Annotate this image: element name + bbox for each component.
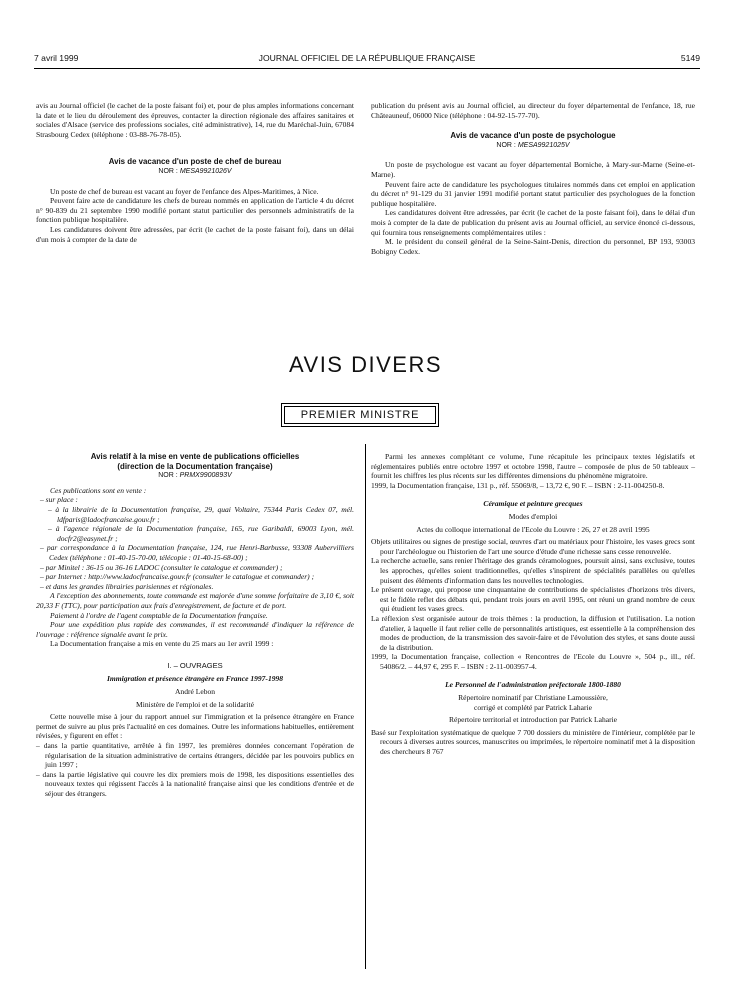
paragraph: M. le président du conseil général de la Seine-Saint-Denis, direction du personnel, BP 193, 93003 Bobigny Cedex. <box>371 237 695 256</box>
book-description: Cette nouvelle mise à jour du rapport annuel sur l'immigration et la présence étrangère en France permet de suivre au plus près l'actualité en ces domaines. Outre les informations habituelles, entièrement révisées, y figurent en effet : <box>36 712 354 741</box>
list-item: – par correspondance à la Documentation française, 124, rue Henri-Barbusse, 93308 Aubervilliers Cedex (téléphone : 01-40-15-70-00, télécopie : 01-40-15-68-00) ; <box>40 543 354 562</box>
notice-title: Avis relatif à la mise en vente de publications officielles <box>90 452 300 461</box>
paragraph: La réflexion s'est organisée autour de trois thèmes : la production, la diffusion et l'utilisation. La notion d'atelier, à laquelle il faut relier celle de personnalités artistiques, est essentielle à la compréhension des modes de production, de la transmission des savoir-faire et de l'évolution des styles, et sans doute aussi de la distribution. <box>371 613 695 652</box>
section-title: AVIS DIVERS <box>288 352 443 377</box>
notice-title: Avis de vacance d'un poste de chef de bureau <box>108 157 282 167</box>
book-author: André Lebon <box>174 687 216 697</box>
book-author: corrigé et complété par Patrick Laharie <box>474 702 592 712</box>
list-item: – par Internet : http://www.ladocfrancaise.gouv.fr (consulter le catalogue et commander) ; <box>40 572 315 582</box>
nor-label: NOR : <box>158 167 178 175</box>
header-page-number: 5149 <box>680 53 700 63</box>
continuation-text: avis au Journal officiel (le cachet de la poste faisant foi) et, pour de plus amples informations concernant la date et le lieu du déroulement des épreuves, contacter la direction régionale des affaires sanitaires et sociales d'Alsace (service des professions sociales, cité administrative), 14, rue du Maréchal-Juin, 67084 Strasbourg Cedex (téléphone : 03-88-76-78-05). <box>36 101 354 139</box>
paragraph: A l'exception des abonnements, toute commande est majorée d'une somme forfaitaire de 3,10 €, soit 20,33 F (TTC), pour participation aux frais d'enregistrement, de facture et de port. <box>36 591 354 610</box>
nor-reference <box>36 471 354 481</box>
nor-code: MESA9921025V <box>517 141 570 149</box>
book-author: Répertoire nominatif par Christiane Lamoussière, <box>458 693 608 703</box>
paragraph: Le présent ouvrage, qui propose une cinquantaine de contributions de spécialistes d'horizons très divers, est le fidèle reflet des débats qui, pendant trois jours en avril 1995, ont réuni un grand nombre de ceux qui étudient les vases grecs. <box>371 585 695 614</box>
book-author: Répertoire territorial et introduction par Patrick Laharie <box>448 715 618 725</box>
book-actes: Actes du colloque international de l'Ecole du Louvre : 26, 27 et 28 avril 1995 <box>416 524 650 534</box>
paragraph: Peuvent faire acte de candidature les chefs de bureau nommés en application de l'article 4 du décret n° 90-839 du 21 septembre 1990 modifié portant statut particulier des personnels administratifs de la fonction publique hospitalière. <box>36 196 354 225</box>
nor-reference <box>36 167 354 177</box>
notice-subtitle: (direction de la Documentation française) <box>117 461 273 471</box>
list-item: – à la librairie de la Documentation française, 29, quai Voltaire, 75344 Paris Cedex 07, mél. ldfparis@ladocfrancaise.gouv.fr ; <box>48 504 354 524</box>
ministry-label: PREMIER MINISTRE <box>284 406 436 424</box>
book-reference: 1999, la Documentation française, collection « Rencontres de l'Ecole du Louvre », 504 p., ill., réf. 54086/2. – 44,97 €, 295 F. – ISBN : 2-11-003957-4. <box>371 652 695 671</box>
nor-label: NOR : <box>158 472 178 480</box>
book-reference: 1999, la Documentation française, 131 p., réf. 55069/8, – 13,72 €, 90 F. – ISBN : 2-11-004250-8. <box>371 480 665 490</box>
list-item: – à l'agence régionale de la Documentation française, 165, rue Garibaldi, 69003 Lyon, mél. docfr2@easynet.fr ; <box>48 524 354 543</box>
bottom-right-column <box>371 452 695 757</box>
paragraph: Les candidatures doivent être adressées, par écrit (le cachet de la poste faisant foi), dans le délai d'un mois à compter de la date de publication du présent avis au Journal officiel, au service énoncé ci-dessous, qui fournira tous renseignements complémentaires utiles : <box>371 208 695 237</box>
top-right-column <box>371 101 695 256</box>
notice-title: Avis de vacance d'un poste de psychologue <box>450 131 616 141</box>
continuation-text: publication du présent avis au Journal officiel, au directeur du foyer départemental de l'enfance, 18, rue Châteauneuf, 06000 Nice (téléphone : 04-92-15-77-70). <box>371 101 695 120</box>
paragraph: Un poste de psychologue est vacant au foyer départemental Borniche, à Mary-sur-Marne (Seine-et-Marne). <box>371 160 695 179</box>
page-header <box>34 53 700 67</box>
bullet-item: – dans la partie législative qui couvre les dix premiers mois de 1998, les dispositions essentielles des nouveaux textes qui régissent l'accès à la nationalité française ainsi que les conditions d'entrée et de séjour des étrangers. <box>36 769 354 798</box>
intro-text: Ces publications sont en vente : <box>50 485 147 495</box>
release-text: La Documentation française a mis en vente du 25 mars au 1er avril 1999 : <box>50 639 274 649</box>
header-rule <box>34 68 700 69</box>
bottom-left-column <box>36 452 354 799</box>
header-date: 7 avril 1999 <box>34 53 79 63</box>
book-description: Basé sur l'exploitation systématique de quelque 7 700 dossiers du ministère de l'intérieur, complétée par le recours à diverses autres sources, manuscrites ou imprimées, le répertoire nominatif met à la disposition des chercheurs 8 767 <box>371 727 695 757</box>
paragraph: Un poste de chef de bureau est vacant au foyer de l'enfance des Alpes-Maritimes, à Nice. <box>50 186 319 196</box>
list-item: – et dans les grandes librairies parisiennes et régionales. <box>40 581 214 591</box>
ministry-box <box>281 403 439 427</box>
book-title: Immigration et présence étrangère en France 1997-1998 <box>106 674 284 684</box>
paragraph: Peuvent faire acte de candidature les psychologues titulaires nommés dans cet emploi en application du décret n° 91-129 du 31 janvier 1991 modifié portant statut particulier des psychologues de la fonction publique hospitalière. <box>371 179 695 208</box>
paragraph: Paiement à l'ordre de l'agent comptable de la Documentation française. <box>50 610 268 620</box>
paragraph: Objets utilitaires ou signes de prestige social, œuvres d'art ou matériaux pour l'histoire, les vases grecs sont pour l'archéologue ou l'historien de l'art une source d'étude d'une richesse sans cesse renouvelée. <box>371 537 695 556</box>
list-item: – par Minitel : 36-15 ou 36-16 LADOC (consulter le catalogue et commander) ; <box>40 562 283 572</box>
section-heading: I. – OUVRAGES <box>167 660 223 670</box>
top-left-column <box>36 101 354 244</box>
book-subtitle: Modes d'emploi <box>508 511 558 521</box>
paragraph: Les candidatures doivent être adressées, par écrit (le cachet de la poste faisant foi), dans un délai d'un mois à compter de la date de <box>36 224 354 244</box>
paragraph: La recherche actuelle, sans renier l'héritage des grands céramologues, poursuit ainsi, sans exclusive, toutes les approches, qu'elles soient traditionnelles, qu'elles s'inspirent de spécialités parallèles ou qu'elles puisent des éléments d'information dans les nouvelles technologies. <box>371 556 695 585</box>
book-title: Céramique et peinture grecques <box>483 499 583 509</box>
column-divider <box>365 444 366 969</box>
nor-reference <box>371 141 695 151</box>
list-item: – sur place : <box>40 495 78 505</box>
bullet-item: – dans la partie quantitative, arrêtée à fin 1997, les premières données concernant l'opération de régularisation de la situation administrative de certains étrangers, décidée par les pouvoirs publics en juin 1997 ; <box>36 741 354 770</box>
nor-label: NOR : <box>496 141 516 149</box>
header-journal-title: JOURNAL OFFICIEL DE LA RÉPUBLIQUE FRANÇAISE <box>258 53 476 63</box>
book-title: Le Personnel de l'administration préfectorale 1800-1880 <box>445 680 621 690</box>
nor-code: MESA9921026V <box>179 167 232 175</box>
nor-code: PRMX9900893V <box>179 472 232 480</box>
paragraph: Parmi les annexes complétant ce volume, l'une récapitule les principaux textes législatifs et réglementaires publiés entre octobre 1997 et octobre 1998, l'autre – composée de plus de 50 tableaux – fournit les chiffres les plus récents sur les différentes dimensions du phénomène migratoire. <box>371 452 695 481</box>
book-publisher: Ministère de l'emploi et de la solidarité <box>136 699 254 709</box>
paragraph: Pour une expédition plus rapide des commandes, il est recommandé d'indiquer la référence de l'ouvrage : référence signalée avant le prix. <box>36 620 354 639</box>
